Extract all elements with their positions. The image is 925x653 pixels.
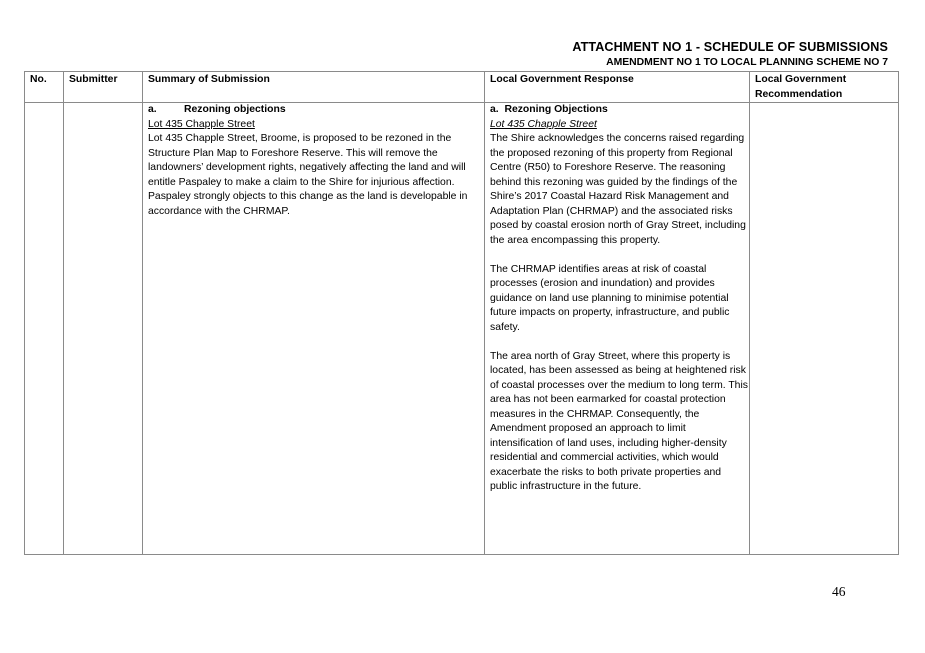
response-subheading: Lot 435 Chapple Street (490, 118, 597, 130)
attachment-title: ATTACHMENT NO 1 - SCHEDULE OF SUBMISSIONS (572, 40, 888, 54)
page-number: 46 (832, 584, 846, 599)
table-header-row (25, 72, 899, 103)
amendment-subtitle: AMENDMENT NO 1 TO LOCAL PLANNING SCHEME NO 7 (606, 57, 888, 68)
column-header-submitter: Submitter (64, 72, 143, 103)
response-paragraph: The CHRMAP identifies areas at risk of coastal processes (erosion and inundation) and provides guidance on land use planning to minimise potential future impacts on property, infrastructure, and public safety. (490, 263, 730, 333)
cell-response (485, 103, 750, 555)
summary-text: Lot 435 Chapple Street, Broome, is proposed to be rezoned in the Structure Plan Map to Foreshore Reserve. This will remove the landowners’ development rights, negatively affecting the land and will entitle Paspaley to make a claim to the Shire for injurious affection. Paspaley strongly objects to this change as the land is developable in accordance with the CHRMAP. (148, 133, 468, 217)
summary-heading (148, 103, 484, 118)
summary-heading-text: Rezoning objections (184, 104, 286, 115)
column-header-response: Local Government Response (485, 72, 750, 103)
column-header-summary: Summary of Submission (143, 72, 485, 103)
cell-summary (143, 103, 485, 555)
cell-recommendation (750, 103, 899, 555)
column-header-recommendation: Local Government Recommendation (750, 72, 899, 103)
response-paragraph: The area north of Gray Street, where this property is located, has been assessed as being at heightened risk of coastal processes over the medium to long term. This area has not been earmarked for coastal protection measures in the CHRMAP. Consequently, the Amendment proposed an approach to limit intensification of land uses, including higher-density residential and commercial activities, which would exacerbate the risks to both private properties and public infrastructure in the future. (490, 350, 748, 492)
table-row (25, 103, 899, 555)
summary-item-label: a. (148, 104, 157, 115)
summary-subheading: Lot 435 Chapple Street (148, 118, 255, 130)
column-header-no: No. (25, 72, 64, 103)
response-paragraph: The Shire acknowledges the concerns raised regarding the proposed rezoning of this property from Regional Centre (R50) to Foreshore Reserve. The reasoning behind this rezoning was guided by the findings of the Shire’s 2017 Coastal Hazard Risk Management and Adaptation Plan (CHRMAP) and the associated risks posed by coastal erosion north of Gray Street, including the area encompassing this property. (490, 133, 746, 246)
response-heading: a. Rezoning Objections (490, 104, 608, 115)
cell-submitter (64, 103, 143, 555)
cell-no (25, 103, 64, 555)
submissions-table (24, 71, 899, 555)
